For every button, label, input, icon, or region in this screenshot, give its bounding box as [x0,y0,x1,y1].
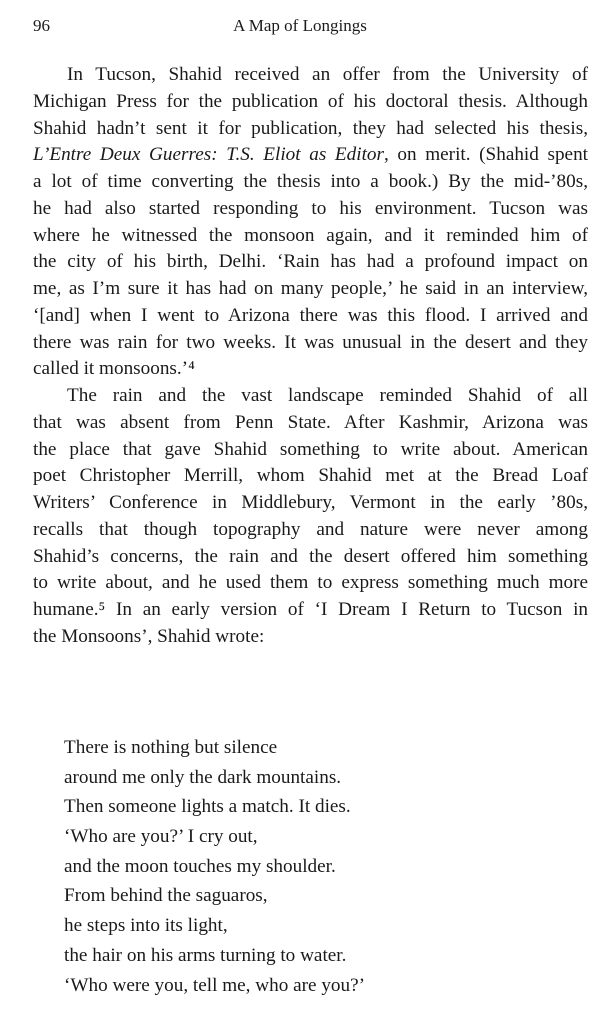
text-line: Michigan Press for the publication of his doctoral thesis. Although [33,90,588,112]
text-line: ‘[and] when I went to Arizona there was this flood. I arrived and [33,304,588,326]
poem-line: he steps into its light, [64,915,228,937]
text-line: that was absent from Penn State. After Kashmir, Arizona was [33,411,588,433]
text-fragment: , on merit. (Shahid spent [383,144,588,166]
text-line: a lot of time converting the thesis into a book.) By the mid-’80s, [33,171,588,192]
poem-line: Then someone lights a match. It dies. [64,796,351,818]
poem-line: From behind the saguaros, [64,885,268,907]
poem-line: the hair on his arms turning to water. [64,944,347,966]
poem-line: and the moon touches my shoulder. [64,855,336,877]
text-line: the place that gave Shahid something to write about. American [33,438,588,460]
text-line: to write about, and he used them to express something much more [33,572,588,594]
text-line: he had also started responding to his environment. Tucson was [33,197,588,219]
text-line: Shahid’s concerns, the rain and the desert offered him something [33,545,588,567]
thesis-title: L’Entre Deux Guerres: T.S. Eliot as Editor [33,144,384,166]
poem-excerpt [64,733,365,1000]
text-line: me, as I’m sure it has had on many people,’ he said in an interview, [33,278,588,299]
text-line: Writers’ Conference in Middlebury, Vermont in the early ’80s, [33,492,588,513]
text-line: the Monsoons’, Shahid wrote: [33,625,265,647]
page-number: 96 [33,16,50,35]
poem-line: There is nothing but silence [64,737,278,758]
text-line [33,142,588,169]
text-line: The rain and the vast landscape reminded Shahid of all [67,385,588,406]
body-text [33,62,588,651]
text-line: Shahid hadn’t sent it for publication, they had selected his thesis, [33,117,588,139]
text-line: recalls that though topography and nature were never among [33,518,588,540]
running-title: A Map of Longings [233,16,367,35]
text-line: called it monsoons.’⁴ [33,358,195,380]
text-line: there was rain for two weeks. It was unusual in the desert and they [33,331,588,353]
poem-line: ‘Who were you, tell me, who are you?’ [64,974,366,996]
poem-line: ‘Who are you?’ I cry out, [64,826,258,848]
text-line: the city of his birth, Delhi. ‘Rain has had a profound impact on [33,251,588,273]
text-line: In Tucson, Shahid received an offer from the University of [67,64,588,85]
poem-line: around me only the dark mountains. [64,766,342,788]
text-line: where he witnessed the monsoon again, and it reminded him of [33,224,588,246]
text-line: humane.⁵ In an early version of ‘I Dream I Return to Tucson in [33,599,588,620]
text-line: poet Christopher Merrill, whom Shahid met at the Bread Loaf [33,465,588,487]
